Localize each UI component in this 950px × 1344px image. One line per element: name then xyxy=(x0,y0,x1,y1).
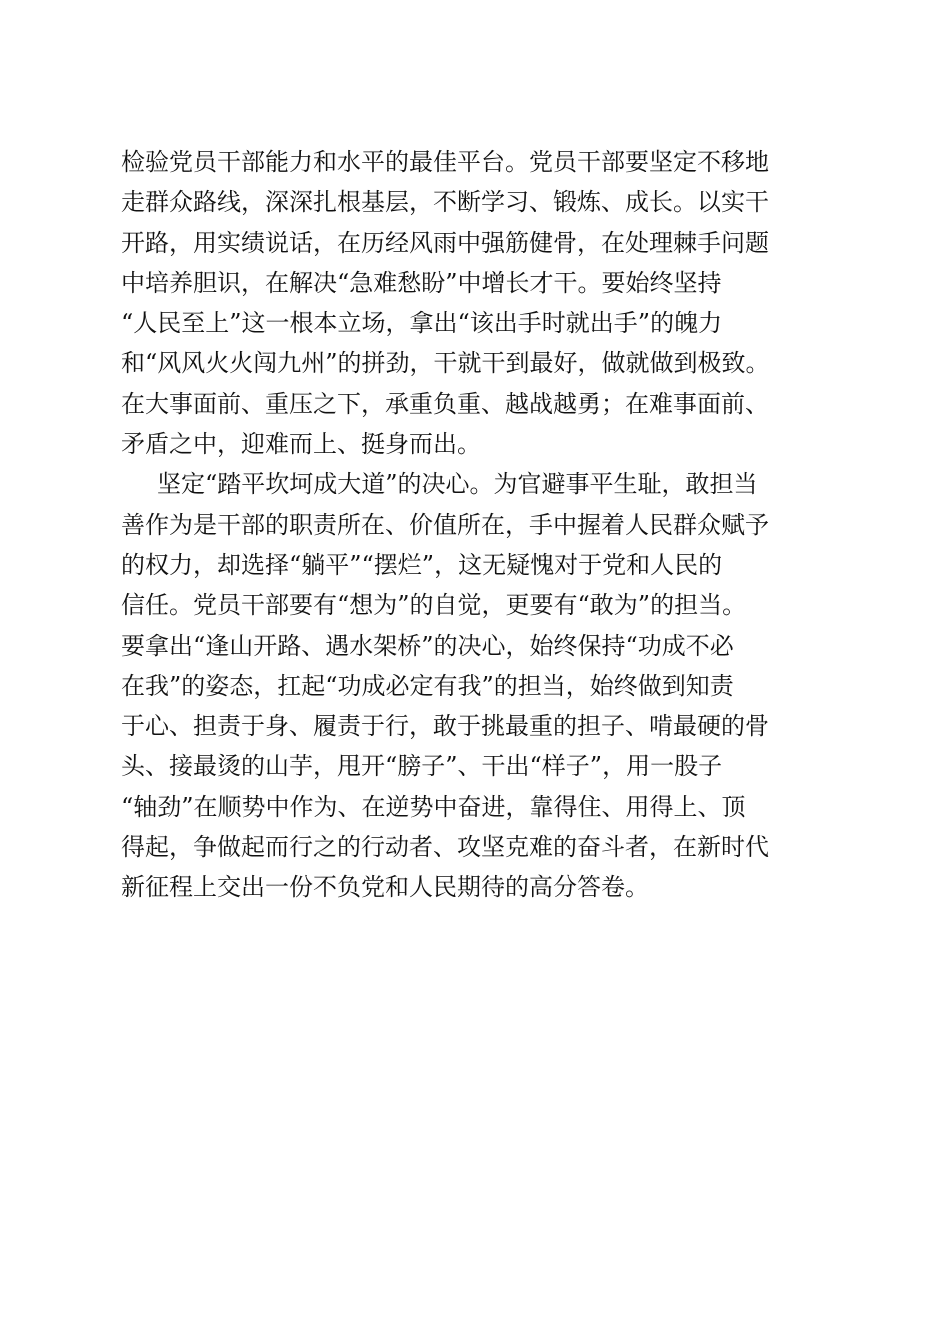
text-line: 新征程上交出一份不负党和人民期待的高分答卷。 xyxy=(121,873,649,902)
document-body xyxy=(121,142,841,908)
text-line: 头、接最烫的山芋，甩开“膀子”、干出“样子”，用一股子 xyxy=(121,752,723,781)
text-line: 要拿出“逢山开路、遇水架桥”的决心，始终保持“功成不必 xyxy=(121,631,734,660)
text-line: “人民至上”这一根本立场，拿出“该出手时就出手”的魄力 xyxy=(121,309,723,338)
text-line: “轴劲”在顺势中作为、在逆势中奋进，靠得住、用得上、顶 xyxy=(121,792,746,821)
text-line: 在我”的姿态，扛起“功成必定有我”的担当，始终做到知责 xyxy=(121,671,734,700)
text-line: 开路，用实绩说话，在历经风雨中强筋健骨，在处理棘手问题 xyxy=(121,228,769,257)
text-line: 中培养胆识，在解决“急难愁盼”中增长才干。要始终坚持 xyxy=(121,268,722,297)
text-line: 得起，争做起而行之的行动者、攻坚克难的奋斗者，在新时代 xyxy=(121,833,769,862)
text-line: 善作为是干部的职责所在、价值所在，手中握着人民群众赋予 xyxy=(121,510,769,539)
paragraph-start-line: 坚定“踏平坎坷成大道”的决心。为官避事平生耻，敢担当 xyxy=(157,470,758,499)
text-line: 于心、担责于身、履责于行，敢于挑最重的担子、啃最硬的骨 xyxy=(121,712,769,741)
text-line: 在大事面前、重压之下，承重负重、越战越勇；在难事面前、 xyxy=(121,389,769,418)
text-line: 的权力，却选择“躺平”“摆烂”，这无疑愧对于党和人民的 xyxy=(121,550,723,579)
text-line: 和“风风火火闯九州”的拼劲，干就干到最好，做就做到极致。 xyxy=(121,349,770,378)
text-line: 矛盾之中，迎难而上、挺身而出。 xyxy=(121,430,481,459)
text-line: 检验党员干部能力和水平的最佳平台。党员干部要坚定不移地 xyxy=(121,148,769,176)
text-line: 信任。党员干部要有“想为”的自觉，更要有“敢为”的担当。 xyxy=(121,591,747,620)
text-line: 走群众路线，深深扎根基层，不断学习、锻炼、成长。以实干 xyxy=(121,188,769,217)
